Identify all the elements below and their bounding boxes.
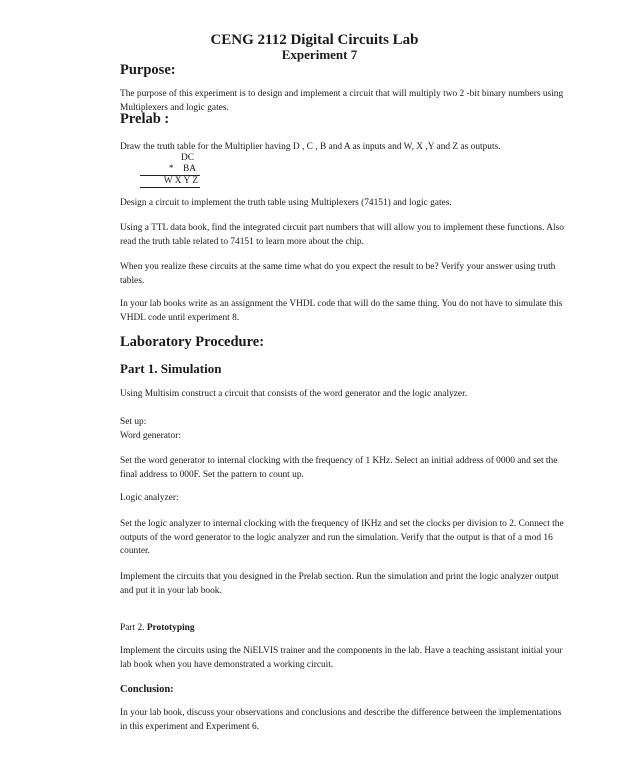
word-generator-label: Word generator: bbox=[120, 431, 181, 441]
document-title: CENG 2112 Digital Circuits Lab bbox=[210, 32, 419, 48]
multiplier-operand-dc: DC bbox=[180, 153, 194, 163]
prelab-paragraph-5: In your lab books write as an assignment the VHDL code that will do the same thing. You do not have to simulate this VHDL code until experiment 8. bbox=[120, 299, 563, 323]
purpose-text: The purpose of this experiment is to design and implement a circuit that will multiply two 2 -bit binary numbers using Multiplexers and logic gates. bbox=[120, 89, 564, 113]
experiment-number: Experiment 7 bbox=[281, 47, 358, 62]
part2-title: Prototyping bbox=[146, 623, 195, 633]
setup-label: Set up: bbox=[120, 417, 147, 427]
part2-prefix: Part 2. bbox=[120, 623, 147, 633]
multiplier-result: W X Y Z bbox=[140, 175, 200, 188]
prelab-paragraph-3: Using a TTL data book, find the integrated circuit part numbers that will allow you to implement these functions. Also read the truth table related to 74151 to learn more about the chip. bbox=[120, 223, 564, 247]
part2-heading bbox=[120, 622, 565, 636]
prelab-paragraph-4: When you realize these circuits at the same time what do you expect the result to be? Verify your answer using truth tables. bbox=[120, 262, 556, 286]
part1-heading: Part 1. Simulation bbox=[120, 361, 222, 376]
multiplier-operand-ba: * BA bbox=[168, 164, 196, 174]
multiplier-diagram bbox=[140, 153, 200, 188]
purpose-heading: Purpose: bbox=[120, 62, 176, 78]
procedure-paragraph-5: Implement the circuits using the NiELVIS trainer and the components in the lab. Have a teaching assistant initial your lab book when you have demonstrated a working circuit. bbox=[120, 646, 563, 670]
prelab-heading: Prelab : bbox=[120, 111, 170, 127]
prelab-paragraph-1: Draw the truth table for the Multiplier having D , C , B and A as inputs and W, X ,Y and Z as outputs. bbox=[120, 142, 501, 152]
procedure-paragraph-2: Set the word generator to internal clocking with the frequency of 1 KHz. Select an initial address of 0000 and set the final address to 000F. Set the pattern to count up. bbox=[120, 456, 558, 480]
procedure-paragraph-3: Set the logic analyzer to internal clocking with the frequency of lKHz and set the clocks per division to 2. Connect the outputs of the word generator to the logic analyzer and run the simulation. Verify that the output is that of a mod 16 counter. bbox=[120, 519, 564, 556]
prelab-paragraph-2: Design a circuit to implement the truth table using Multiplexers (74151) and logic gates. bbox=[120, 198, 452, 208]
conclusion-heading: Conclusion: bbox=[120, 684, 174, 695]
procedure-paragraph-1: Using Multisim construct a circuit that consists of the word generator and the logic analyzer. bbox=[120, 389, 468, 399]
logic-analyzer-label: Logic analyzer: bbox=[120, 493, 179, 503]
procedure-heading: Laboratory Procedure: bbox=[120, 334, 265, 350]
conclusion-text: In your lab book, discuss your observations and conclusions and describe the difference between the implementations in this experiment and Experiment 6. bbox=[120, 708, 562, 732]
procedure-paragraph-4: Implement the circuits that you designed in the Prelab section. Run the simulation and print the logic analyzer output and put it in your lab book. bbox=[120, 572, 559, 596]
